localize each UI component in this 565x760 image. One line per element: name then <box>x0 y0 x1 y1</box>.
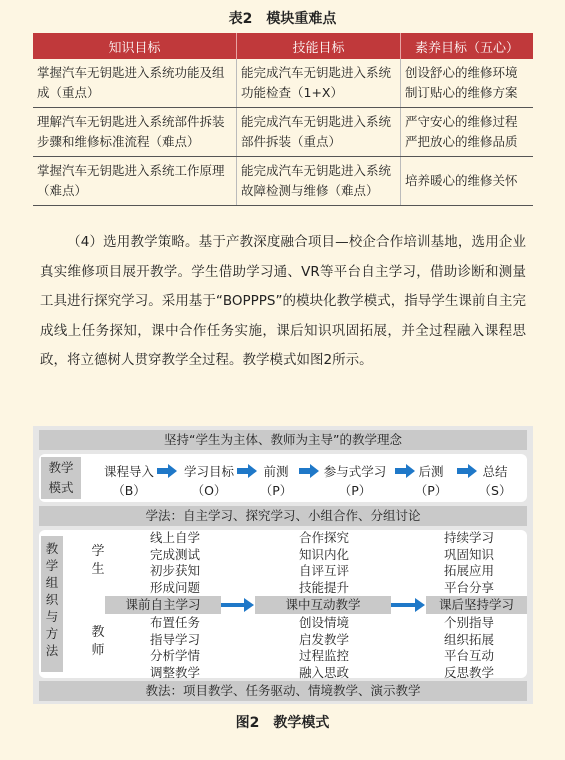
teacher-activity: 反思教学 <box>444 664 495 680</box>
teacher-activity: 指导学习 <box>150 631 201 647</box>
phase-post-class: 课后坚持学习 <box>426 596 527 614</box>
student-activity: 合作探究 <box>299 530 350 545</box>
student-activity: 平台分享 <box>444 579 495 595</box>
table-cell: 掌握汽车无钥匙进入系统功能及组成（重点） <box>33 59 237 108</box>
teacher-activity: 融入思政 <box>299 664 350 680</box>
step-code: （P） <box>414 483 448 498</box>
teacher-activity: 平台互动 <box>444 648 495 663</box>
student-activity: 拓展应用 <box>444 563 495 578</box>
figure-caption: 图2 教学模式 <box>235 715 330 731</box>
student-post-class <box>444 530 494 596</box>
student-activity: 自评互评 <box>299 563 350 578</box>
teacher-label: 教师 <box>91 625 105 658</box>
teacher-activity: 创设情境 <box>299 615 350 630</box>
student-pre-class <box>150 530 200 596</box>
arrow-right-icon <box>157 464 177 478</box>
student-activity: 持续学习 <box>444 530 495 545</box>
student-activity: 形成问题 <box>150 579 201 595</box>
table-cell: 严守安心的维修过程严把放心的维修品质 <box>401 108 534 157</box>
teacher-activity: 布置任务 <box>150 615 201 630</box>
step-name: 学习目标 <box>183 464 234 479</box>
teacher-activity: 个别指导 <box>444 615 495 630</box>
phase-pre-class: 课前自主学习 <box>105 596 221 614</box>
table-cell: 能完成汽车无钥匙进入系统功能检查（1+X） <box>237 59 401 108</box>
learning-methods-bar: 学法：自主学习、探究学习、小组合作、分组讨论 <box>39 506 527 526</box>
teaching-methods-bar: 教法：项目教学、任务驱动、情境教学、演示教学 <box>39 681 527 701</box>
organization-label-text: 教学组织与方法 <box>45 541 59 658</box>
step-code: （P） <box>259 483 293 498</box>
arrow-right-icon <box>237 464 257 478</box>
arrow-right-icon <box>395 464 415 478</box>
table-header-skill: 技能目标 <box>237 33 401 59</box>
step-o <box>173 462 245 500</box>
teacher-activity: 组织拓展 <box>444 631 495 647</box>
table-header-knowledge: 知识目标 <box>33 33 237 59</box>
student-activity: 技能提升 <box>299 579 350 595</box>
step-name: 后测 <box>418 464 444 479</box>
teacher-activity: 过程监控 <box>299 648 350 663</box>
arrow-right-icon <box>457 464 477 478</box>
teacher-pre-class <box>150 615 200 681</box>
step-code: （P） <box>338 483 372 498</box>
teacher-activity: 分析学情 <box>150 648 201 663</box>
step-code: （S） <box>478 483 512 498</box>
step-b <box>93 462 165 500</box>
table-caption: 表2 模块重难点 <box>228 11 337 27</box>
arrow-right-icon <box>221 598 254 612</box>
student-in-class <box>299 530 349 596</box>
organization-label <box>41 536 63 672</box>
table-cell: 理解汽车无钥匙进入系统部件拆装步骤和维修标准流程（难点） <box>33 108 237 157</box>
table-row <box>33 157 533 206</box>
table-cell: 能完成汽车无钥匙进入系统故障检测与维修（难点） <box>237 157 401 206</box>
teacher-post-class <box>444 615 494 681</box>
step-code: （B） <box>112 483 146 498</box>
teacher-activity: 调整教学 <box>150 664 201 680</box>
philosophy-bar: 坚持“学生为主体、教师为主导”的教学理念 <box>39 430 527 450</box>
step-name: 课程导入 <box>103 464 154 479</box>
student-activity: 完成测试 <box>150 546 201 562</box>
table-cell: 创设舒心的维修环境制订贴心的维修方案 <box>401 59 534 108</box>
table-header-literacy: 素养目标（五心） <box>401 33 534 59</box>
step-name: 参与式学习 <box>323 464 387 479</box>
student-activity: 初步获知 <box>150 563 201 578</box>
step-name: 总结 <box>482 464 508 479</box>
body-paragraph <box>40 228 526 376</box>
student-activity: 线上自学 <box>150 530 201 545</box>
difficulty-table <box>33 33 533 206</box>
step-p2 <box>313 462 397 500</box>
teaching-mode-diagram <box>33 426 533 704</box>
mode-label <box>41 457 81 499</box>
teacher-in-class <box>299 615 349 681</box>
table-row <box>33 108 533 157</box>
paragraph-text: （4）选用教学策略。基于产教深度融合项目—校企合作培训基地，选用企业真实维修项目展开教学。学生借助学习通、VR等平台自主学习，借助诊断和测量工具进行探究学习。采用基于“BOPPPS”的模块化教学模式，指导学生课前自主完成线上任务探知，课中合作任务实施，课后知识巩固拓展，并全过程融入课程思政，将立德树人贯穿教学全过程。教学模式如图2所示。 <box>40 234 526 368</box>
table-cell: 掌握汽车无钥匙进入系统工作原理（难点） <box>33 157 237 206</box>
table-cell: 培养暖心的维修关怀 <box>401 157 534 206</box>
arrow-right-icon <box>391 598 425 612</box>
student-activity: 知识内化 <box>299 546 350 562</box>
step-name: 前测 <box>263 464 289 479</box>
arrow-right-icon <box>299 464 319 478</box>
student-label: 学生 <box>91 544 105 577</box>
student-activity: 巩固知识 <box>444 546 495 562</box>
table-row <box>33 59 533 108</box>
teacher-activity: 启发教学 <box>299 631 350 647</box>
table-cell: 能完成汽车无钥匙进入系统部件拆装（重点） <box>237 108 401 157</box>
mode-label-text: 教学模式 <box>48 460 74 495</box>
phase-in-class: 课中互动教学 <box>255 596 391 614</box>
step-code: （O） <box>191 483 227 498</box>
